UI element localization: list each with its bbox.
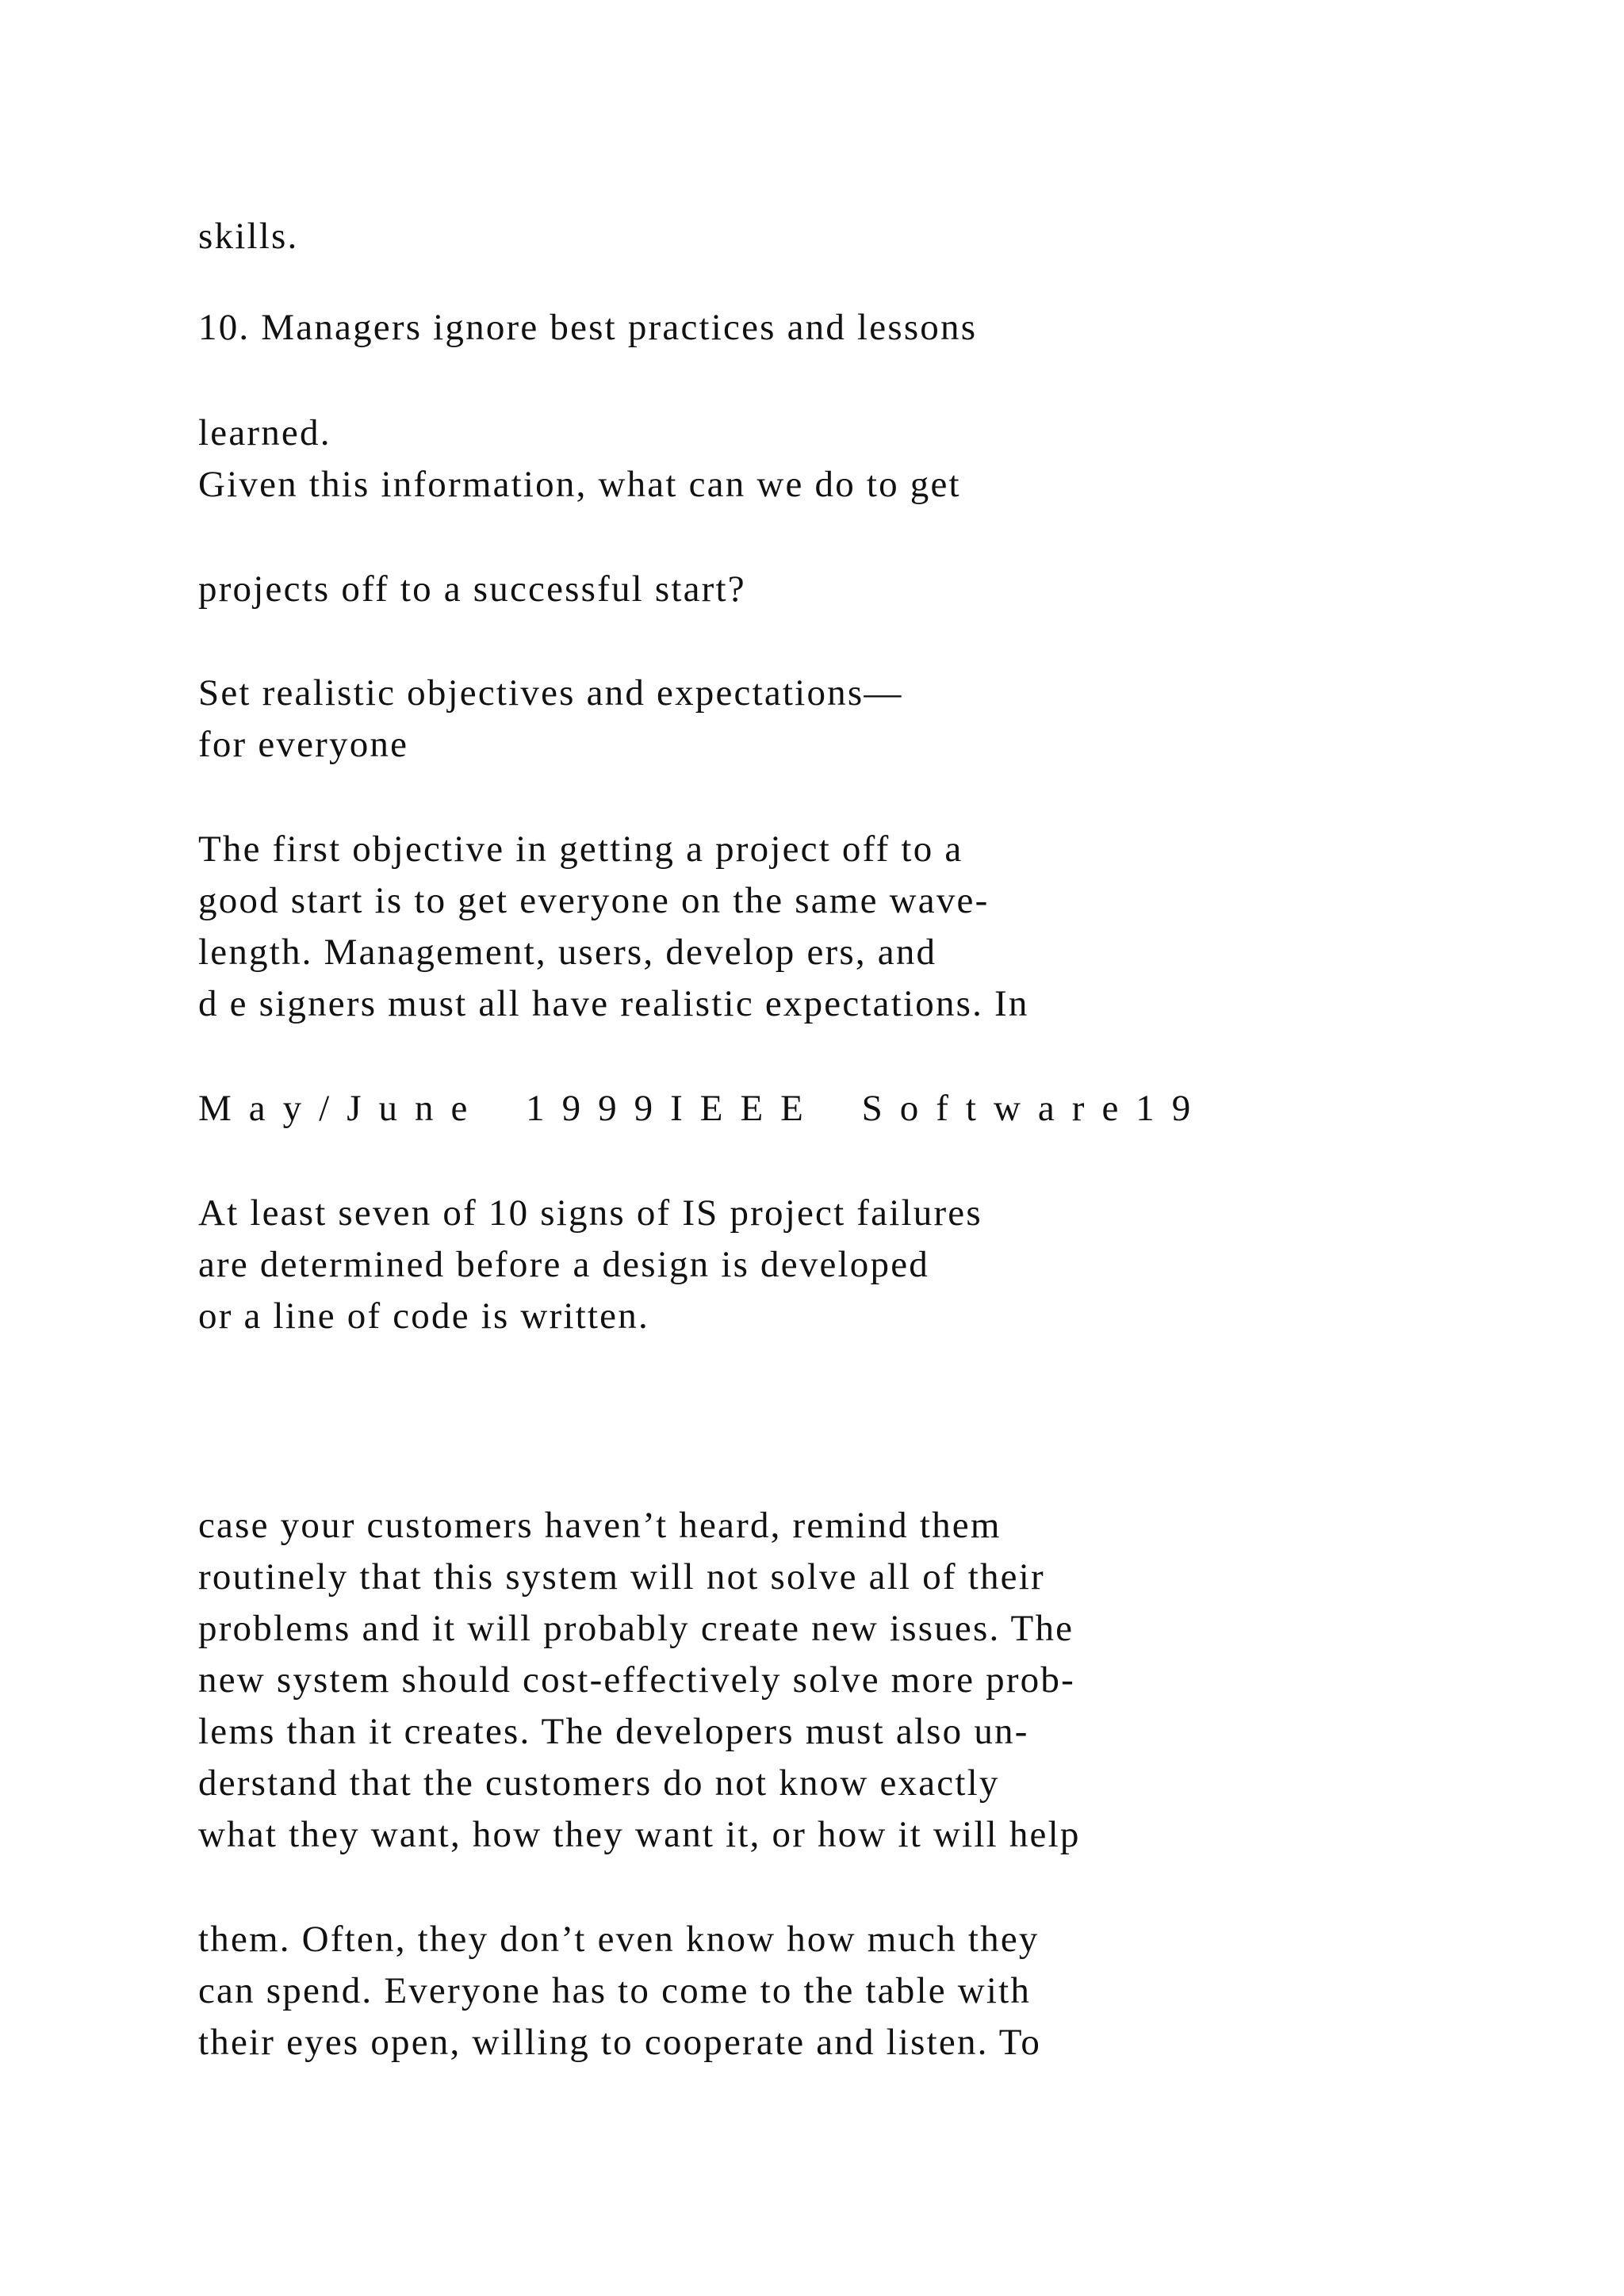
paragraph-line: their eyes open, willing to cooperate and listen. To: [198, 2022, 1042, 2063]
paragraph-line: derstand that the customers do not know exactly: [198, 1762, 1000, 1804]
paragraph-line: new system should cost-effectively solve more prob-: [198, 1659, 1075, 1701]
text-line: Given this information, what can we do to get: [198, 464, 961, 505]
paragraph-line: case your customers haven’t heard, remind them: [198, 1505, 1002, 1546]
paragraph-line: length. Management, users, develop ers, and: [198, 932, 937, 973]
section-heading: for everyone: [198, 724, 409, 765]
text-line: projects off to a successful start?: [198, 568, 746, 610]
text-line: skills.: [198, 216, 299, 257]
pull-quote-line: At least seven of 10 signs of IS project failures: [198, 1192, 982, 1234]
paragraph-line: what they want, how they want it, or how it will help: [198, 1814, 1081, 1855]
text-line: learned.: [198, 412, 331, 453]
page-footer: May/June 1999IEEE Software19: [198, 1088, 1208, 1129]
paragraph-line: The first objective in getting a project off to a: [198, 828, 963, 870]
pull-quote-line: are determined before a design is developed: [198, 1244, 929, 1285]
paragraph-line: can spend. Everyone has to come to the table with: [198, 1970, 1032, 2011]
paragraph-line: them. Often, they don’t even know how much they: [198, 1919, 1040, 1960]
paragraph-line: routinely that this system will not solve all of their: [198, 1556, 1045, 1598]
paragraph-line: lems than it creates. The developers must also un-: [198, 1711, 1029, 1752]
paragraph-line: d e signers must all have realistic expectations. In: [198, 983, 1029, 1024]
section-heading: Set realistic objectives and expectations—: [198, 672, 903, 714]
pull-quote-line: or a line of code is written.: [198, 1295, 649, 1337]
paragraph-line: problems and it will probably create new issues. The: [198, 1608, 1074, 1649]
paragraph-line: good start is to get everyone on the same wave-: [198, 880, 990, 921]
list-item-10: 10. Managers ignore best practices and lessons: [198, 307, 978, 348]
